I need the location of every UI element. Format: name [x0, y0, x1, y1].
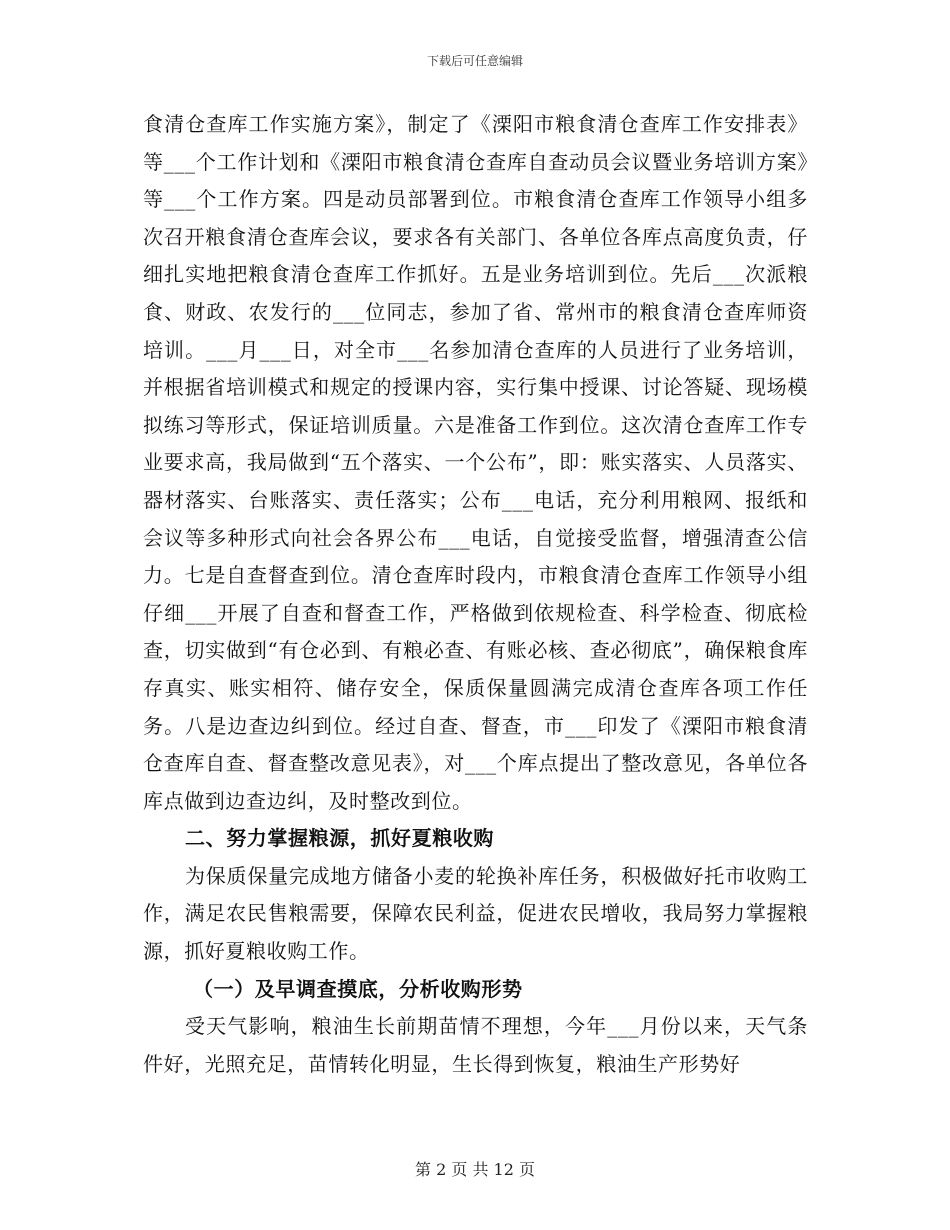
- document-body: [143, 106, 808, 1083]
- page-header: 下载后可任意编辑: [426, 54, 523, 68]
- page-footer: 第 2 页 共 12 页: [415, 1160, 535, 1179]
- section-heading: 二、努力掌握粮源，抓好夏粮收购: [185, 826, 494, 851]
- paragraph-continued: 食清仓查库工作实施方案》，制定了《溧阳市粮食清仓查库工作安排表》等___个工作计划和《溧阳市粮食清仓查库自查动员会议暨业务培训方案》等___个工作方案。四是动员部署到位。市粮食清仓查库工作领导小组多次召开粮食清仓查库会议，要求各有关部门、各单位各库点高度负责，仔细扎实地把粮食清仓查库工作抓好。五是业务培训到位。先后___次派粮食、财政、农发行的___位同志，参加了省、常州市的粮食清仓查库师资培训。___月___日，对全市___名参加清仓查库的人员进行了业务培训，并根据省培训模式和规定的授课内容，实行集中授课、讨论答疑、现场模拟练习等形式，保证培训质量。六是准备工作到位。这次清仓查库工作专业要求高，我局做到“五个落实、一个公布”，即：账实落实、人员落实、器材落实、台账落实、责任落实；公布___电话，充分利用粮网、报纸和会议等多种形式向社会各界公布___电话，自觉接受监督，增强清查公信力。七是自查督查到位。清仓查库时段内，市粮食清仓查库工作领导小组仔细___开展了自查和督查工作，严格做到依规检查、科学检查、彻底检查，切实做到“有仓必到、有粮必查、有账必核、查必彻底”，确保粮食库存真实、账实相符、储存安全，保质保量圆满完成清仓查库各项工作任务。八是边查边纠到位。经过自查、督查，市___印发了《溧阳市粮食清仓查库自查、督查整改意见表》，对___个库点提出了整改意见，各单位各库点做到边查边纠，及时整改到位。: [143, 112, 808, 813]
- paragraph: 为保质保量完成地方储备小麦的轮换补库任务，积极做好托市收购工作，满足农民售粮需要，保障农民利益，促进农民增收，我局努力掌握粮源，抓好夏粮收购工作。: [143, 863, 808, 964]
- paragraph: 受天气影响，粮油生长前期苗情不理想，今年___月份以来，天气条件好，光照充足，苗情转化明显，生长得到恢复，粮油生产形势好: [143, 1014, 808, 1076]
- subsection-heading: （一）及早调查摸底，分析收购形势: [193, 976, 523, 1001]
